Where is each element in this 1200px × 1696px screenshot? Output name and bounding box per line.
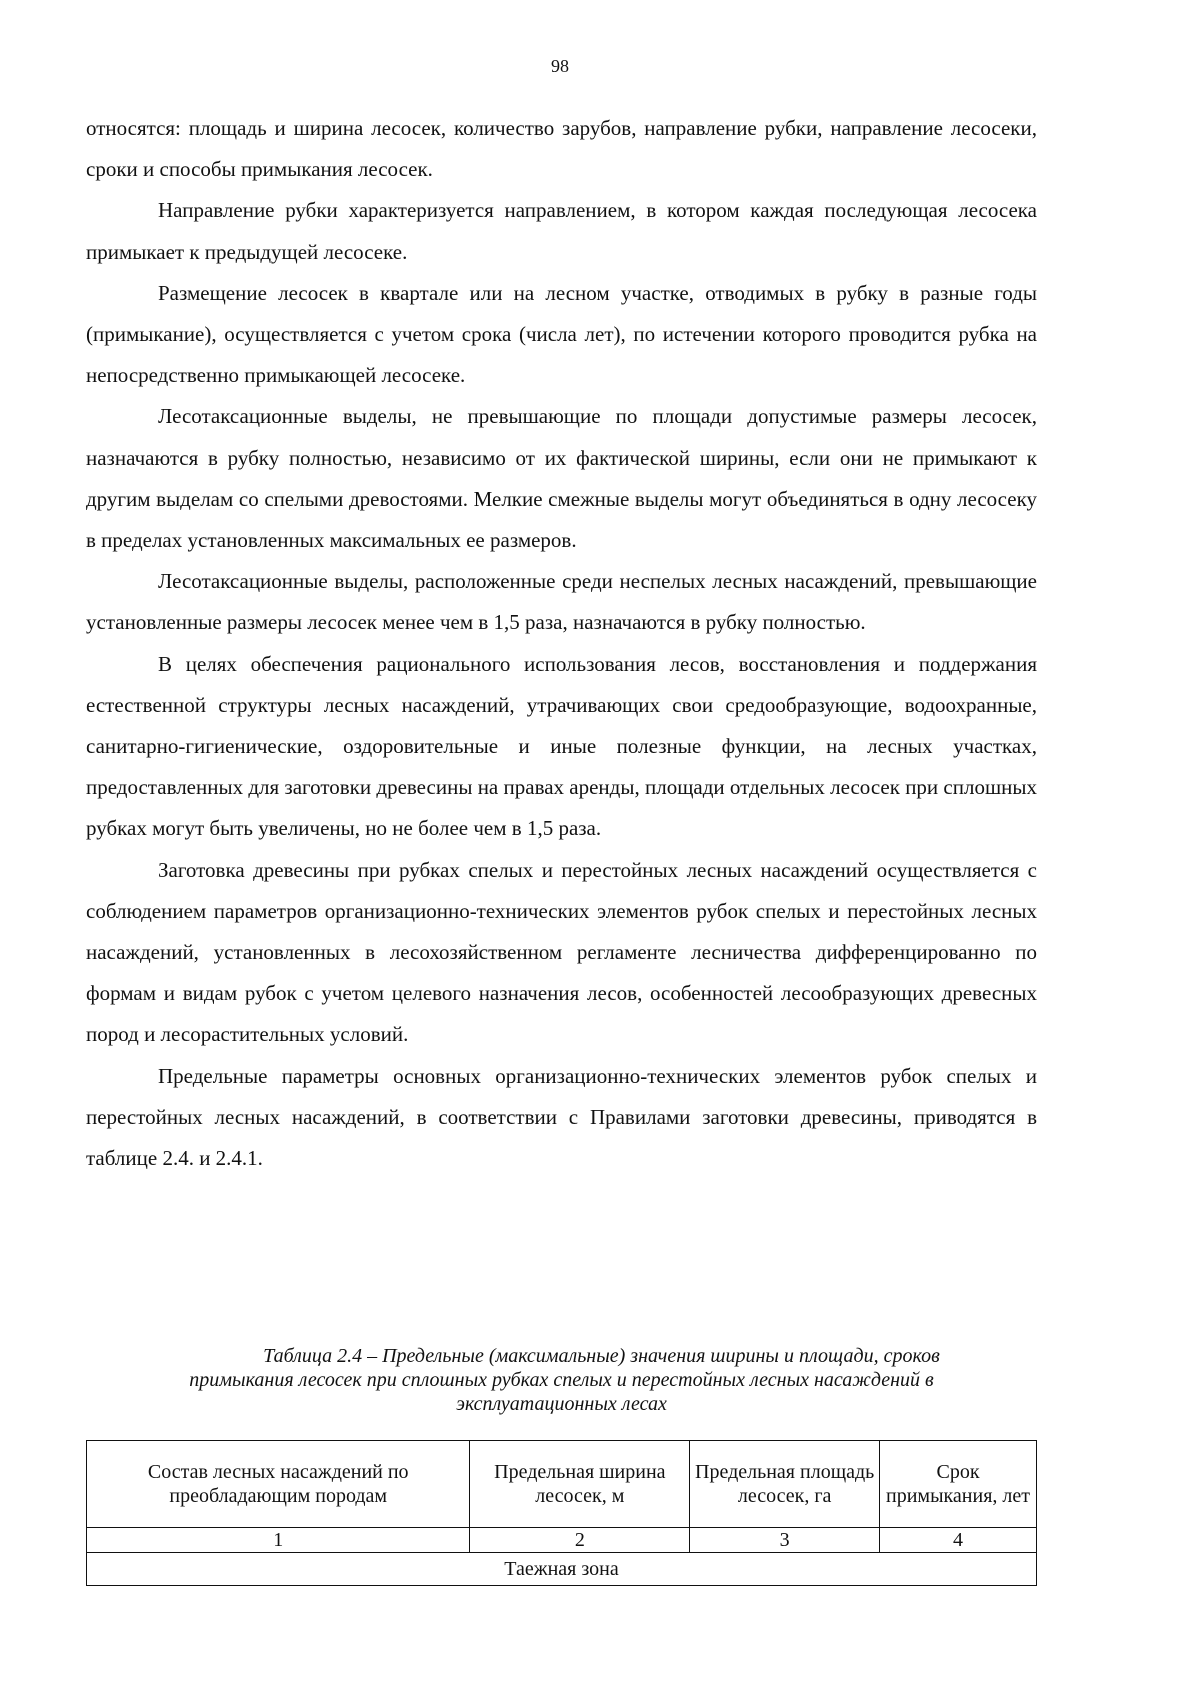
table-column-number: 2 [470,1528,690,1553]
table-header-width: Предельная ширина лесосек, м [470,1441,690,1528]
table-caption-line: эксплуатационных лесах [456,1393,667,1415]
table-column-number: 3 [690,1528,880,1553]
page-number: 98 [551,56,569,76]
table-column-numbers-row [87,1528,1037,1553]
paragraph: Предельные параметры основных организационно-технических элементов рубок спелых и перестойных лесных насаждений, в соответствии с Правилами заготовки древесины, приводятся в таблице 2.4. и 2.4.1. [86,1063,1037,1171]
paragraph: Размещение лесосек в квартале или на лесном участке, отводимых в рубку в разные годы (примыкание), осуществляется с учетом срока (числа лет), по истечении которого проводится рубка на непосредственно примыкающей лесосеке. [86,280,1037,388]
paragraph: Заготовка древесины при рубках спелых и перестойных лесных насаждений осуществляется с соблюдением параметров организационно-технических элементов рубок спелых и перестойных лесных насаждений, установленных в лесохозяйственном регламенте лесничества дифференцированно по формам и видам рубок с учетом целевого назначения лесов, особенностей лесообразующих древесных пород и лесорастительных условий. [86,857,1037,1047]
paragraph: В целях обеспечения рационального использования лесов, восстановления и поддержания естественной структуры лесных насаждений, утрачивающих свои средообразующие, водоохранные, санитарно-гигиенические, оздоровительные и иные полезные функции, на лесных участках, предоставленных для заготовки древесины на правах аренды, площади отдельных лесосек при сплошных рубках могут быть увеличены, но не более чем в 1,5 раза. [86,651,1037,841]
table-column-number: 1 [87,1528,470,1553]
table-zone-row [87,1553,1037,1586]
table-caption-line: примыкания лесосек при сплошных рубках спелых и перестойных лесных насаждений в [189,1369,934,1391]
table-header-area: Предельная площадь лесосек, га [690,1441,880,1528]
table-caption [86,1344,1037,1416]
table-header-row [87,1441,1037,1528]
paragraph: Направление рубки характеризуется направлением, в котором каждая последующая лесосека примыкает к предыдущей лесосеке. [86,198,1037,264]
table-column-number: 4 [880,1528,1037,1553]
table-header-composition: Состав лесных насаждений по преобладающим породам [87,1441,470,1528]
table-header-adjacency: Срок примыкания, лет [880,1441,1037,1528]
body-text [86,108,1037,1179]
paragraph: Лесотаксационные выделы, расположенные среди неспелых лесных насаждений, превышающие установленные размеры лесосек менее чем в 1,5 раза, назначаются в рубку полностью. [86,569,1037,635]
table-zone-label: Таежная зона [87,1553,1037,1586]
data-table [86,1440,1037,1586]
paragraph: Лесотаксационные выделы, не превышающие по площади допустимые размеры лесосек, назначаются в рубку полностью, независимо от их фактической ширины, если они не примыкают к другим выделам со спелыми древостоями. Мелкие смежные выделы могут объединяться в одну лесосеку в пределах установленных максимальных ее размеров. [86,404,1037,553]
table-caption-line: Таблица 2.4 – Предельные (максимальные) значения ширины и площади, сроков [263,1345,940,1367]
paragraph: относятся: площадь и ширина лесосек, количество зарубов, направление рубки, направление лесосеки, сроки и способы примыкания лесосек. [86,116,1037,182]
